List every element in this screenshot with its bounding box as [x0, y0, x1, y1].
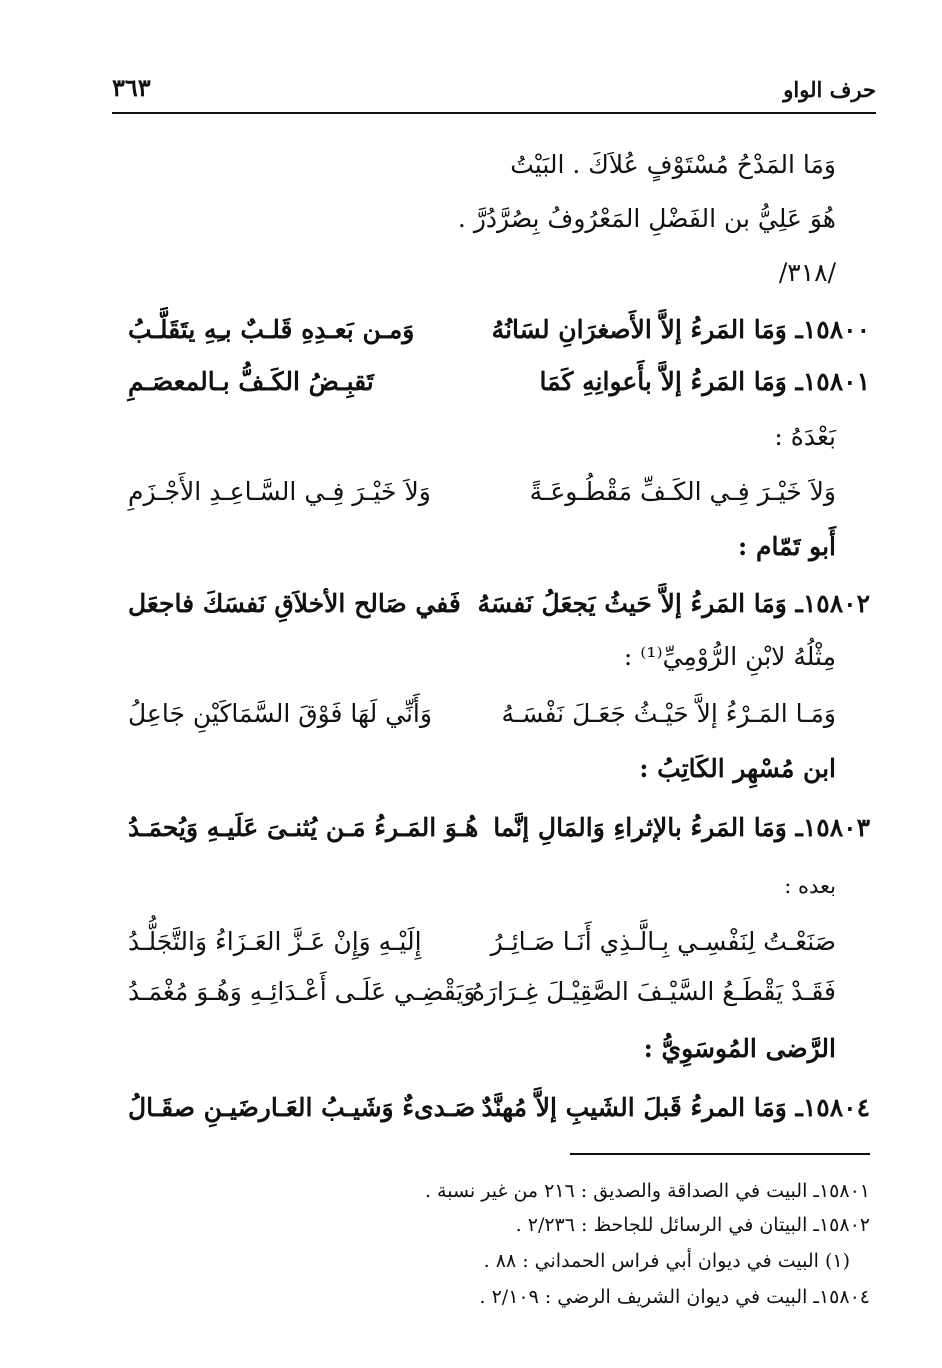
- footnote: ١٥٨٠٤ـ البيت في ديوان الشريف الرضي : ٢/١٠٩ .: [479, 1286, 870, 1308]
- verse-second-hemistich: هُـوَ المَـرءُ مَـن يُثنـىَ عَلَيـهِ وَيُحمَـدُ: [128, 813, 479, 842]
- verse-15801: [128, 362, 870, 402]
- verse-second-hemistich: وَيَقْضِـي عَلَـى أَعْـدَائِـهِ وَهُـوَ مُغْمَـدُ: [128, 977, 476, 1006]
- verse-first-hemistich: وَمَـا المَـرْءُ إلاَّ حَيْـثُ جَعَـلَ نَفْسَـهُ: [501, 699, 836, 728]
- verse-first-hemistich: ١٥٨٠٠ـ وَمَا المَرءُ إلاَّ الأَصغرَانِ لسَانُهُ: [491, 315, 870, 344]
- footnote-separator: [570, 1153, 870, 1155]
- footnote: ١٥٨٠٢ـ البيتان في الرسائل للجاحظ : ٢/٢٣٦ .: [515, 1214, 870, 1236]
- verse-15804: [128, 1088, 870, 1128]
- verse-15800: [128, 310, 870, 350]
- verse-first-hemistich: فَقَـدْ يَقْطَـعُ السَّيْـفَ الصَّقِيْـلَ غِـرَارَهُ: [471, 977, 836, 1006]
- similar-attribution: مِثْلُهُ لابْنِ الرُّوْمِيِّ⁽¹⁾ :: [623, 642, 836, 671]
- verse-second-hemistich: وَمـن بَعـدِهِ قَلـبٌ بـِهِ يتَقَلَّـبُ: [128, 315, 415, 344]
- page-number: ٣٦٣: [112, 73, 151, 102]
- verse-second-hemistich: فَفي صَالح الأخلاَقِ نَفسَكَ فاجعَل: [128, 589, 461, 618]
- page-reference: /٣١٨/: [778, 258, 836, 287]
- verse-after-15803-1: [128, 922, 870, 962]
- running-title: حرف الواو: [783, 77, 876, 102]
- footnote: (١) البيت في ديوان أبي فراس الحمداني : ٨٨ .: [483, 1250, 850, 1272]
- verse-similar: [128, 694, 870, 734]
- poet-name: الرَّضى المُوسَوِيُّ :: [643, 1034, 836, 1063]
- verse-first-hemistich: صَنَعْـتُ لِنَفْسِـي بِـالَّـذِي أَنَـا صَـائِـرُ: [490, 927, 836, 956]
- poet-name: ابن مُسْهِر الكَاتِبُ :: [639, 754, 836, 783]
- verse-first-hemistich: ١٥٨٠٢ـ وَمَا المَرءُ إلاَّ حَيثُ يَجعَلُ نَفسَهُ: [477, 589, 870, 618]
- verse-second-hemistich: إِلَيْـهِ وَإِنْ عَـزَّ العَـزَاءُ وَالتَّجَلُّـدُ: [128, 927, 422, 956]
- verse-second-hemistich: تَقبِـضُ الكَـفُّ بـالمعصَـمِ: [128, 367, 374, 396]
- verse-first-hemistich: ١٥٨٠١ـ وَمَا المَرءُ إلاَّ بأَعوانِهِ كَمَا: [539, 367, 870, 396]
- after-label: بَعْدَهُ :: [774, 422, 836, 451]
- verse-first-hemistich: ١٥٨٠٤ـ وَمَا المرءُ قَبلَ الشَيبِ إلاَّ مُهنَّدٌ: [481, 1093, 870, 1122]
- page-header: [112, 68, 876, 114]
- verse-15802: [128, 584, 870, 624]
- verse-second-hemistich: وَأَنِّي لَهَا فَوْقَ السَّمَاكَيْنِ جَاعِلُ: [128, 699, 432, 728]
- verse-after-15801: [128, 472, 870, 512]
- after-label: بعده :: [784, 874, 836, 898]
- verse-first-hemistich: ١٥٨٠٣ـ وَمَا المَرءُ بالإثراءِ وَالمَالِ إنَّما: [493, 813, 870, 842]
- verse-15803: [128, 808, 870, 848]
- verse-second-hemistich: صَـدىءٌ وَشَيـبُ العَـارضَيـنِ صقَـالُ: [128, 1093, 476, 1122]
- verse-first-hemistich: وَلاَ خَيْـرَ فِـي الكَـفِّ مَقْطُـوعَـةً: [529, 477, 836, 506]
- text-line: هُوَ عَلِيُّ بن الفَضْلِ المَعْرُوفُ بِصُرَّدُرَّ .: [457, 204, 836, 233]
- verse-after-15803-2: [128, 972, 870, 1012]
- text-line: وَمَا المَدْحُ مُسْتَوْفٍ عُلاَكَ . البَيْتُ: [510, 150, 836, 179]
- footnote: ١٥٨٠١ـ البيت في الصداقة والصديق : ٢١٦ من غير نسبة .: [424, 1180, 870, 1202]
- verse-second-hemistich: وَلاَ خَيْـرَ فِـي السَّـاعِـدِ الأَجْـزَمِ: [128, 477, 431, 506]
- poet-name: أَبو تَمّام :: [738, 532, 836, 561]
